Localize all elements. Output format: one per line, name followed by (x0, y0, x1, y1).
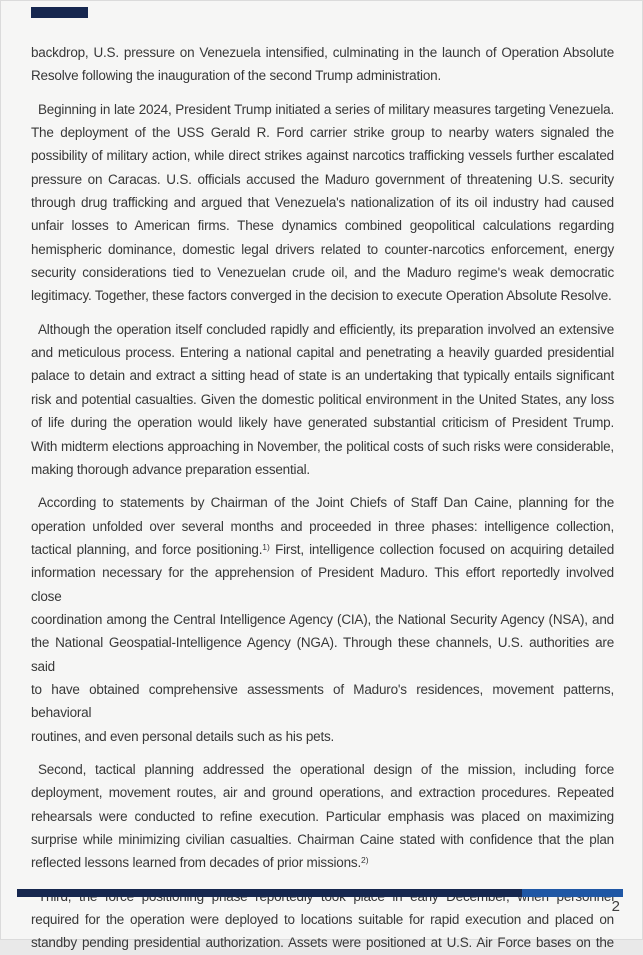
text-line: required for the operation were deployed to locations suitable for rapid execution and placed on (31, 912, 614, 928)
paragraph-2 (31, 98, 614, 308)
text-line: making thorough advance preparation essential. (31, 461, 310, 477)
text-line: unfair losses to American firms. These dynamics combined geopolitical calculations regarding (31, 218, 614, 234)
text-line: possibility of military action, while direct strikes against narcotics trafficking vessels further escalated (31, 148, 614, 164)
text-line: palace to detain and extract a sitting head of state is an undertaking that typically entails significant (31, 368, 614, 384)
text-line: the National Geospatial-Intelligence Agency (NGA). Through these channels, U.S. authorities are said (31, 635, 614, 674)
text-line: deployment, movement routes, air and ground operations, and extraction procedures. Repeated (31, 785, 614, 801)
text-line: legitimacy. Together, these factors converged in the decision to execute Operation Absolute Resolve. (31, 288, 612, 304)
text-line: With midterm elections approaching in November, the political costs of such risks were considerable, (31, 438, 614, 454)
text-line: The deployment of the USS Gerald R. Ford carrier strike group to nearby waters signaled the (31, 125, 614, 141)
text-line: backdrop, U.S. pressure on Venezuela intensified, culminating in the launch of Operation Absolute (31, 45, 614, 60)
text-line: Second, tactical planning addressed the operational design of the mission, including force (38, 761, 614, 777)
text-line: risk and potential casualties. Given the domestic political environment in the United States, any loss (31, 391, 614, 407)
text-line: operation unfolded over several months and proceeded in three phases: intelligence collection, (31, 518, 614, 534)
text-line: pressure on Caracas. U.S. officials accused the Maduro government of threatening U.S. security (31, 171, 614, 187)
text-line: to have obtained comprehensive assessments of Maduro's residences, movement patterns, behavioral (31, 681, 614, 721)
text-line: surprise while minimizing civilian casualties. Chairman Caine stated with confidence that the plan (31, 832, 614, 847)
footnote-marker-2: 2) (361, 855, 369, 866)
page-number: 2 (611, 898, 620, 915)
text-line: rehearsals were conducted to refine execution. Particular emphasis was placed on maximizing (31, 808, 614, 824)
text-line: Resolve following the inauguration of the second Trump administration. (31, 68, 441, 84)
text-line: hemispheric dominance, domestic legal drivers related to counter-narcotics enforcement, energy (31, 241, 614, 257)
paragraph-3 (31, 318, 614, 481)
footer-rule-accent (522, 889, 623, 897)
footnote-marker-1: 1) (262, 541, 270, 552)
text-line (31, 538, 614, 561)
text-line: routines, and even personal details such as his pets. (31, 728, 335, 744)
paragraph-5 (31, 758, 614, 875)
document-body (31, 41, 614, 955)
text-line: through drug trafficking and argued that Venezuela's nationalization of its oil industry had caused (31, 195, 614, 211)
paragraph-4 (31, 491, 614, 748)
text-line (31, 851, 614, 874)
text-line: standby pending presidential authorization. Assets were positioned at U.S. Air Force bases on the (31, 935, 614, 951)
text-line: of life during the operation would likely have generated substantial criticism of President Trump. (31, 415, 614, 431)
text-run: reflected lessons learned from decades of prior missions. (31, 855, 362, 871)
text-line: Although the operation itself concluded rapidly and efficiently, its preparation involved an extensive (38, 321, 614, 337)
text-line: and meticulous process. Entering a national capital and penetrating a heavily guarded presidential (31, 345, 614, 361)
text-line: According to statements by Chairman of the Joint Chiefs of Staff Dan Caine, planning for the (38, 495, 614, 511)
footer-rule (17, 889, 623, 897)
text-line: security considerations tied to Venezuelan crude oil, and the Maduro regime's weak democratic (31, 265, 614, 281)
text-run: First, intelligence collection focused on acquiring detailed (269, 541, 614, 557)
text-run: tactical planning, and force positioning. (31, 541, 263, 557)
paragraph-1 (31, 41, 614, 88)
text-line: information necessary for the apprehension of President Maduro. This effort reportedly involved close (31, 565, 614, 604)
text-line: coordination among the Central Intelligence Agency (CIA), the National Security Agency (NSA), and (31, 611, 614, 627)
text-line: Beginning in late 2024, President Trump initiated a series of military measures targeting Venezuela. (38, 101, 614, 117)
header-accent-bar (31, 7, 88, 18)
